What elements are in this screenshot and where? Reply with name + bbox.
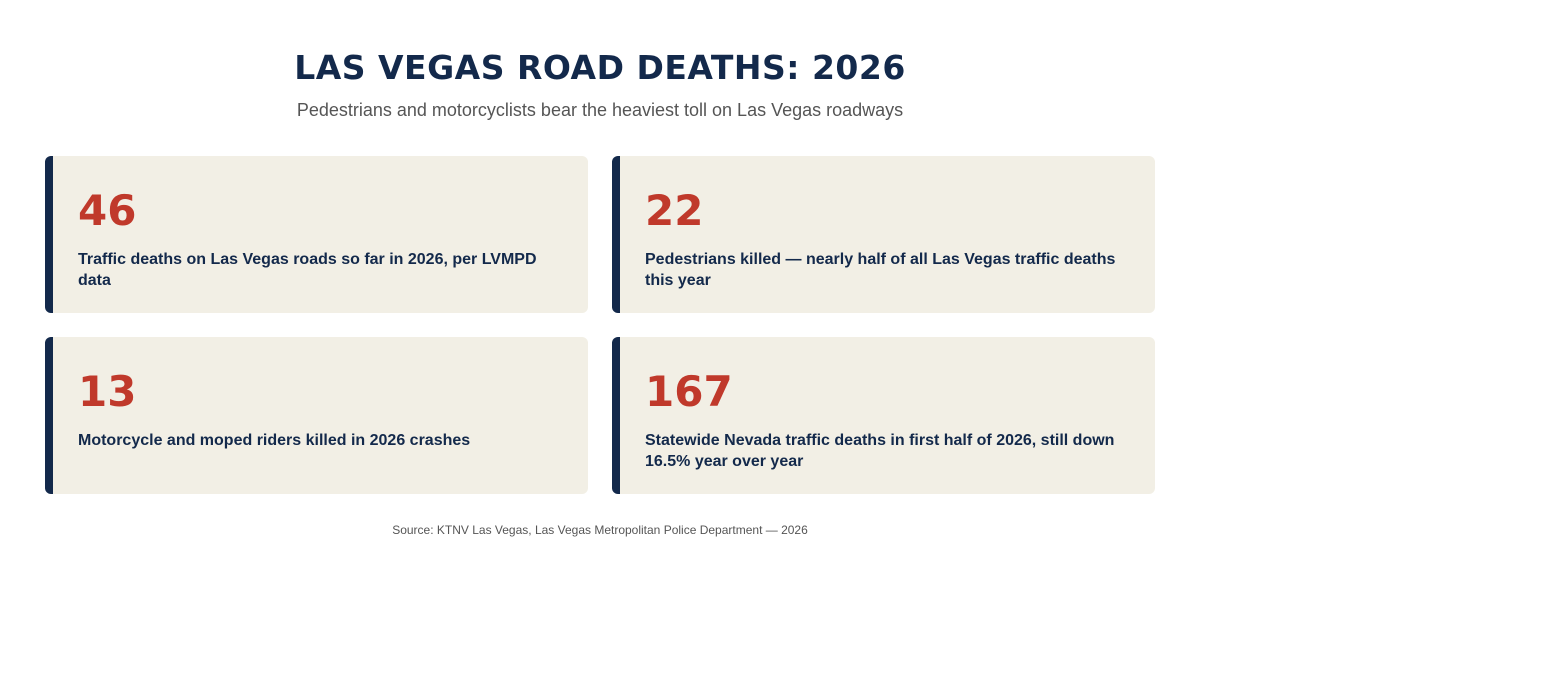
page-subtitle: Pedestrians and motorcyclists bear the heaviest toll on Las Vegas roadways: [296, 100, 904, 120]
page-title: LAS VEGAS ROAD DEATHS: 2026: [294, 48, 906, 87]
stat-description: Statewide Nevada traffic deaths in first half of 2026, still down 16.5% year over year: [645, 432, 1115, 470]
stat-card-statewide: [612, 337, 1155, 494]
stat-value: 22: [645, 186, 704, 235]
stat-value: 46: [78, 186, 137, 235]
stat-description: Motorcycle and moped riders killed in 2026 crashes: [78, 432, 471, 449]
stat-value: 167: [645, 367, 733, 416]
stat-card-las-vegas-deaths: [45, 156, 588, 313]
stat-description: Pedestrians killed — nearly half of all Las Vegas traffic deaths this year: [645, 251, 1116, 289]
source-note: Source: KTNV Las Vegas, Las Vegas Metropolitan Police Department — 2026: [392, 523, 808, 537]
stat-value: 13: [78, 367, 137, 416]
stat-card-pedestrians: [612, 156, 1155, 313]
stat-card-motorcyclists: [45, 337, 588, 494]
stat-cards-grid: [45, 156, 1155, 494]
stat-description: Traffic deaths on Las Vegas roads so far in 2026, per LVMPD data: [78, 251, 537, 289]
